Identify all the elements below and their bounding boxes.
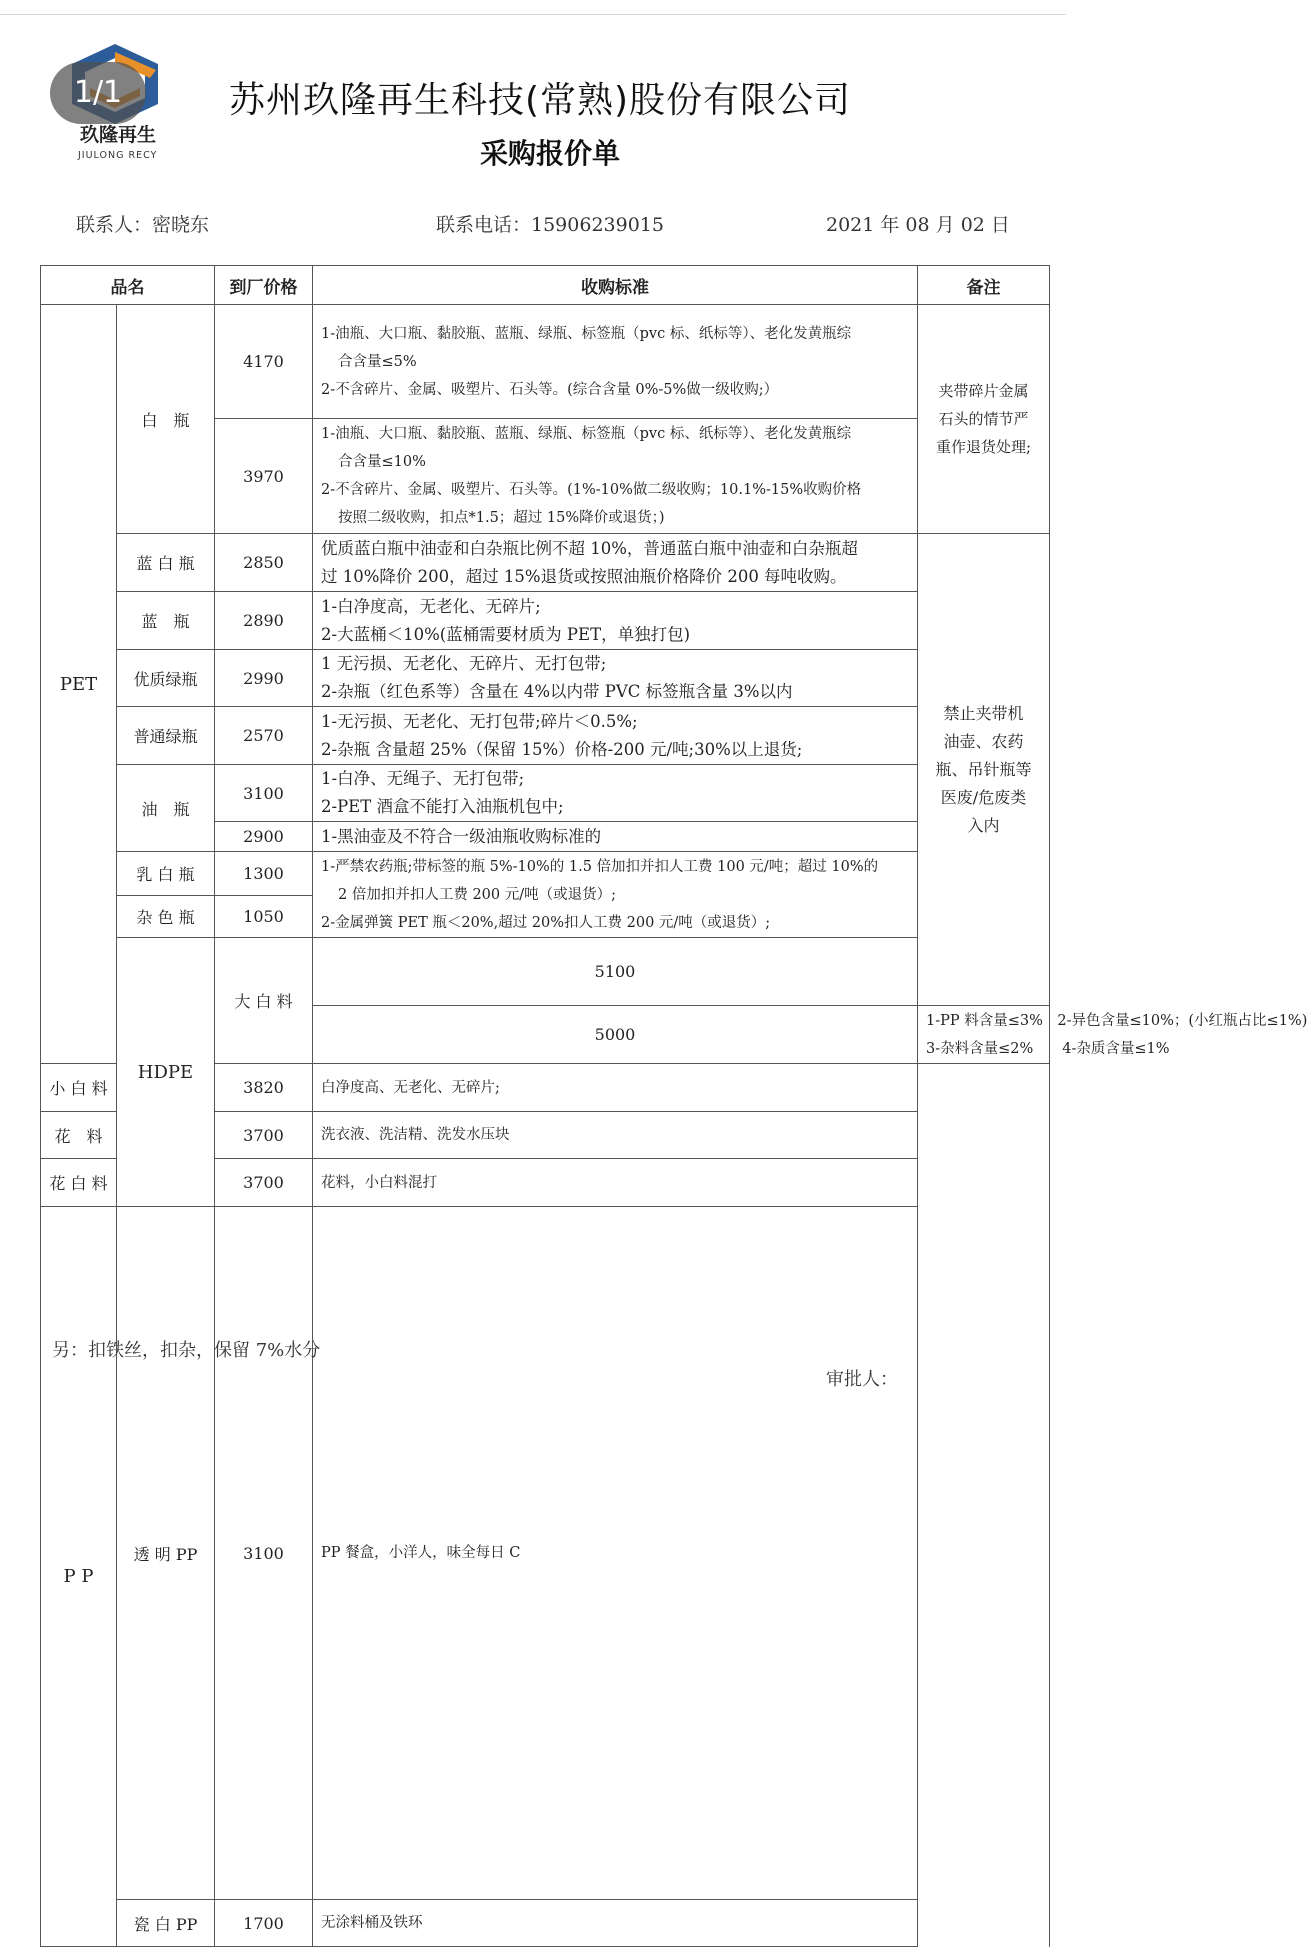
price-cell: 3100 xyxy=(215,1207,313,1900)
category-pp: P P xyxy=(41,1207,117,1947)
product-name: 花 料 xyxy=(41,1112,117,1159)
header-note: 备注 xyxy=(918,266,1050,305)
price-cell: 2990 xyxy=(215,650,313,707)
header-price: 到厂价格 xyxy=(215,266,313,305)
product-name: 大 白 料 xyxy=(215,938,313,1064)
product-name: 透 明 PP xyxy=(117,1207,215,1900)
price-cell: 2900 xyxy=(215,822,313,852)
standard-cell: 1-白净度高，无老化、无碎片; 2-大蓝桶＜10%(蓝桶需要材质为 PET，单独打包) xyxy=(313,592,918,650)
contact-phone: 联系电话：15906239015 xyxy=(436,214,664,236)
page-indicator: 1/1 xyxy=(50,62,146,124)
table-row xyxy=(41,1207,1050,1900)
standard-cell: 1-白净、无绳子、无打包带; 2-PET 酒盒不能打入油瓶机包中; xyxy=(313,765,918,822)
product-name: 瓷 白 PP xyxy=(117,1900,215,1947)
product-name: 小 白 料 xyxy=(41,1064,117,1112)
standard-cell: 洗衣液、洗洁精、洗发水压块 xyxy=(313,1112,918,1159)
price-cell: 4170 xyxy=(215,305,313,419)
price-cell: 2890 xyxy=(215,592,313,650)
table-row xyxy=(41,305,1050,419)
standard-cell: 花料，小白料混打 xyxy=(313,1159,918,1207)
table-row xyxy=(41,650,1050,707)
logo-brand-text: 玖隆再生 xyxy=(80,124,157,146)
note-pet-other: 禁止夹带机 油壶、农药 瓶、吊针瓶等 医废/危废类 入内 xyxy=(918,534,1050,1006)
price-cell: 3700 xyxy=(215,1159,313,1207)
product-name: 花 白 料 xyxy=(41,1159,117,1207)
standard-cell: 优质蓝白瓶中油壶和白杂瓶比例不超 10%，普通蓝白瓶中油壶和白杂瓶超 过 10%降价 200，超过 15%退货或按照油瓶价格降价 200 每吨收购。 xyxy=(313,534,918,592)
price-cell: 1700 xyxy=(215,1900,313,1947)
price-cell: 3100 xyxy=(215,765,313,822)
note-white-bottle: 夹带碎片金属 石头的情节严 重作退货处理; xyxy=(918,305,1050,534)
standard-cell: 1-油瓶、大口瓶、黏胶瓶、蓝瓶、绿瓶、标签瓶（pvc 标、纸标等）、老化发黄瓶综 合含量≤10% 2-不含碎片、金属、吸塑片、石头等。(1%-10%做二级收购；10.1%-15%收购价格 按照二级收购，扣点*1.5；超过 15%降价或退货；) xyxy=(313,419,918,534)
footer-remark: 另：扣铁丝，扣杂，保留 7%水分 xyxy=(52,1340,321,1361)
table-row xyxy=(41,592,1050,650)
standard-cell: 1-严禁农药瓶;带标签的瓶 5%-10%的 1.5 倍加扣并扣人工费 100 元/吨；超过 10%的 2 倍加扣并扣人工费 200 元/吨（或退货）; 2-金属弹簧 PET 瓶＜20%,超过 20%扣人工费 200 元/吨（或退货）; xyxy=(313,852,918,938)
product-name: 油 瓶 xyxy=(117,765,215,852)
category-pet: PET xyxy=(41,305,117,1064)
standard-cell: PP 餐盒，小洋人，味全每日 C xyxy=(313,1207,918,1900)
table-row xyxy=(41,765,1050,822)
table-row xyxy=(41,707,1050,765)
price-cell: 2850 xyxy=(215,534,313,592)
document-title: 采购报价单 xyxy=(479,137,620,170)
price-cell: 3820 xyxy=(215,1064,313,1112)
standard-cell: 1-油瓶、大口瓶、黏胶瓶、蓝瓶、绿瓶、标签瓶（pvc 标、纸标等）、老化发黄瓶综 合含量≤5% 2-不含碎片、金属、吸塑片、石头等。(综合含量 0%-5%做一级收购;） xyxy=(313,305,918,419)
product-name: 蓝 白 瓶 xyxy=(117,534,215,592)
price-cell: 3700 xyxy=(215,1112,313,1159)
product-name: 乳 白 瓶 xyxy=(117,852,215,896)
product-name: 白 瓶 xyxy=(117,305,215,534)
price-cell: 5000 xyxy=(313,1006,918,1064)
contact-person: 联系人：密晓东 xyxy=(76,214,210,236)
standard-cell: 1-PP 料含量≤3% 2-异色含量≤10%；(小红瓶占比≤1%) 3-杂料含量≤2% 4-杂质含量≤1% xyxy=(918,1006,1050,1064)
price-cell: 1050 xyxy=(215,896,313,938)
document-date: 2021 年 08 月 02 日 xyxy=(826,214,1010,236)
standard-cell: 白净度高、无老化、无碎片; xyxy=(313,1064,918,1112)
product-name: 杂 色 瓶 xyxy=(117,896,215,938)
category-hdpe: HDPE xyxy=(117,938,215,1207)
approver-label: 审批人： xyxy=(826,1369,898,1390)
standard-cell: 1-无污损、无老化、无打包带;碎片＜0.5%; 2-杂瓶 含量超 25%（保留 15%）价格-200 元/吨;30%以上退货; xyxy=(313,707,918,765)
table-header-row xyxy=(41,266,1050,305)
price-cell: 5100 xyxy=(313,938,918,1006)
price-cell: 3970 xyxy=(215,419,313,534)
standard-cell: 1 无污损、无老化、无碎片、无打包带; 2-杂瓶（红色系等）含量在 4%以内带 PVC 标签瓶含量 3%以内 xyxy=(313,650,918,707)
standard-cell: 无涂料桶及铁环 xyxy=(313,1900,918,1947)
product-name: 普通绿瓶 xyxy=(117,707,215,765)
table-row xyxy=(41,1900,1050,1947)
logo-brand-en-text: JIULONG RECY xyxy=(78,150,158,161)
standard-cell: 1-黑油壶及不符合一级油瓶收购标准的 xyxy=(313,822,918,852)
header-standard: 收购标准 xyxy=(313,266,918,305)
product-name: 优质绿瓶 xyxy=(117,650,215,707)
price-cell: 2570 xyxy=(215,707,313,765)
price-table xyxy=(40,265,1307,1947)
company-name: 苏州玖隆再生科技(常熟)股份有限公司 xyxy=(228,80,852,121)
table-row xyxy=(41,852,1050,896)
header-name: 品名 xyxy=(41,266,215,305)
table-row xyxy=(41,938,1050,1006)
table-row xyxy=(41,534,1050,592)
top-divider xyxy=(0,14,1066,15)
price-cell: 1300 xyxy=(215,852,313,896)
product-name: 蓝 瓶 xyxy=(117,592,215,650)
